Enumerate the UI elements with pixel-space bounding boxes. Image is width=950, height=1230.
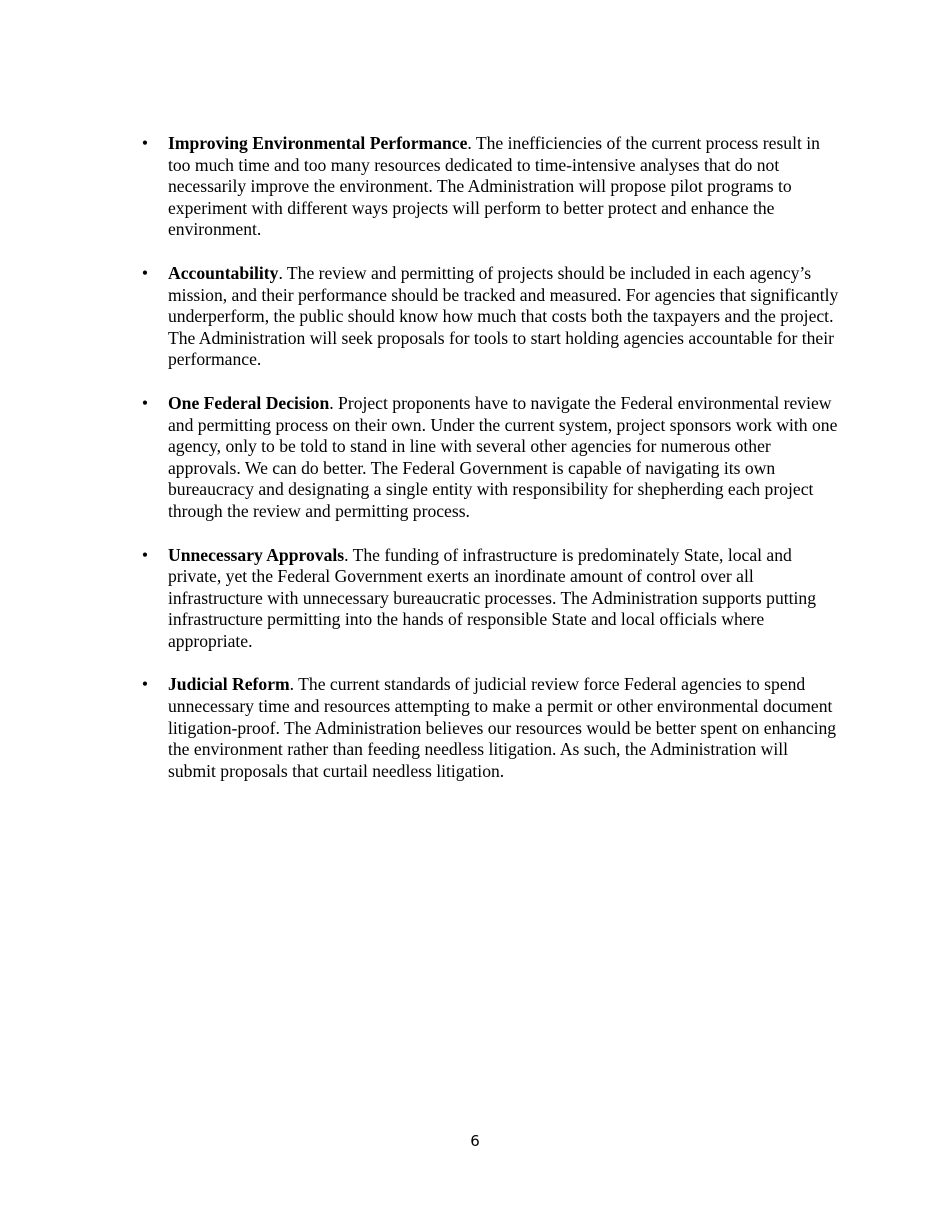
bullet-icon: • (141, 392, 149, 413)
item-heading: One Federal Decision (168, 392, 330, 413)
bullet-icon: • (141, 262, 149, 283)
bullet-item-one-federal-decision (0, 393, 950, 523)
bullet-item-accountability (0, 263, 950, 371)
item-body: . Project proponents have to navigate the Federal environmental review and permitting process on their own. Under the current system, project sponsors work with one agency, only to be told to stand in line with several other agencies for numerous other approvals. We can do better. The Federal Government is capable of navigating its own bureaucracy and designating a single entity with responsibility for shepherding each project through the review and permitting process. (168, 392, 838, 521)
bullet-icon: • (141, 544, 149, 565)
bullet-icon: • (141, 133, 149, 153)
bullet-list (0, 133, 950, 804)
item-body: . The current standards of judicial review force Federal agencies to spend unnecessary time and resources attempting to make a permit or other environmental document litigation-proof. The Administration believes our resources would be better spent on enhancing the environment rather than feeding needless litigation. As such, the Administration will submit proposals that curtail needless litigation. (168, 674, 837, 781)
bullet-item-judicial-reform (0, 674, 950, 782)
item-heading: Accountability (168, 262, 279, 283)
page-number: 6 (470, 1132, 480, 1150)
item-body: . The funding of infrastructure is predominately State, local and private, yet the Federal Government exerts an inordinate amount of control over all infrastructure with unnecessary bureaucratic processes. The Administration supports putting infrastructure permitting into the hands of responsible State and local officials where appropriate. (168, 544, 817, 651)
bullet-item-unnecessary-approvals (0, 545, 950, 653)
item-body: . The review and permitting of projects should be included in each agency’s mission, and their performance should be tracked and measured. For agencies that significantly underperform, the public should know how much that costs both the taxpayers and the project. The Administration will seek proposals for tools to start holding agencies accountable for their performance. (168, 262, 839, 370)
item-heading: Improving Environmental Performance (168, 133, 468, 153)
bullet-item-environmental-performance (0, 133, 950, 241)
bullet-icon: • (141, 674, 149, 695)
item-heading: Judicial Reform (168, 674, 290, 695)
item-heading: Unnecessary Approvals (168, 544, 345, 565)
item-body: . The inefficiencies of the current process result in too much time and too many resources dedicated to time-intensive analyses that do not necessarily improve the environment. The Administration will propose pilot programs to experiment with different ways projects will perform to better protect and enhance the environment. (168, 133, 820, 240)
